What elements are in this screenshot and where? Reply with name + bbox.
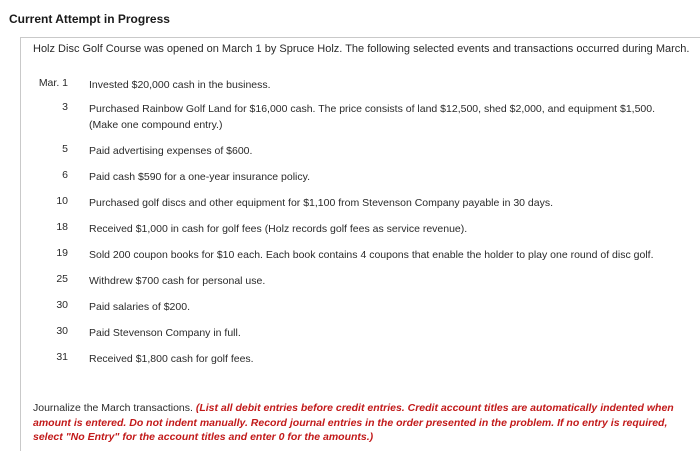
transaction-date: 19 — [56, 247, 68, 259]
transaction-date: 31 — [56, 351, 68, 363]
transaction-description: Paid advertising expenses of $600. — [89, 145, 253, 157]
instruction-emphasis: (List all debit entries before credit entries. Credit account titles are automatically indented when amount is entered. Do not indent manually. Record journal entries in the order presented in the problem. If no entry is required, select "No Entry" for the account titles and enter 0 for the amounts.) — [33, 402, 674, 443]
transaction-date: Mar. 1 — [38, 77, 68, 89]
transaction-description: Received $1,000 in cash for golf fees (Holz records golf fees as service revenue). — [89, 223, 468, 235]
transaction-description: Purchased Rainbow Golf Land for $16,000 cash. The price consists of land $12,500, shed $2,000, and equipment $1,500. (Make one compound entry.) — [89, 103, 656, 131]
transaction-date: 30 — [56, 325, 68, 337]
transaction-description: Sold 200 coupon books for $10 each. Each book contains 4 coupons that enable the holder to play one round of disc golf. — [89, 249, 654, 261]
transaction-description: Withdrew $700 cash for personal use. — [89, 275, 266, 287]
header-bar — [0, 0, 700, 37]
transaction-description: Received $1,800 cash for golf fees. — [89, 353, 254, 365]
transaction-description: Purchased golf discs and other equipment for $1,100 from Stevenson Company payable in 30 days. — [89, 197, 554, 209]
transaction-date: 6 — [62, 169, 68, 181]
transaction-description: Invested $20,000 cash in the business. — [89, 79, 271, 91]
journalize-instructions — [33, 401, 683, 445]
instruction-text: Journalize the March transactions. — [33, 402, 196, 414]
transaction-description: Paid salaries of $200. — [89, 301, 190, 313]
transaction-date: 18 — [56, 221, 68, 233]
question-panel — [20, 37, 700, 451]
problem-intro: Holz Disc Golf Course was opened on March 1 by Spruce Holz. The following selected events and transactions occurred during March. — [33, 43, 690, 55]
transaction-date: 30 — [56, 299, 68, 311]
transaction-date: 25 — [56, 273, 68, 285]
transaction-date: 3 — [62, 101, 68, 113]
transaction-description: Paid Stevenson Company in full. — [89, 327, 241, 339]
transaction-description: Paid cash $590 for a one-year insurance policy. — [89, 171, 311, 183]
transaction-date: 5 — [62, 143, 68, 155]
page-title: Current Attempt in Progress — [9, 12, 170, 26]
transaction-date: 10 — [56, 195, 68, 207]
